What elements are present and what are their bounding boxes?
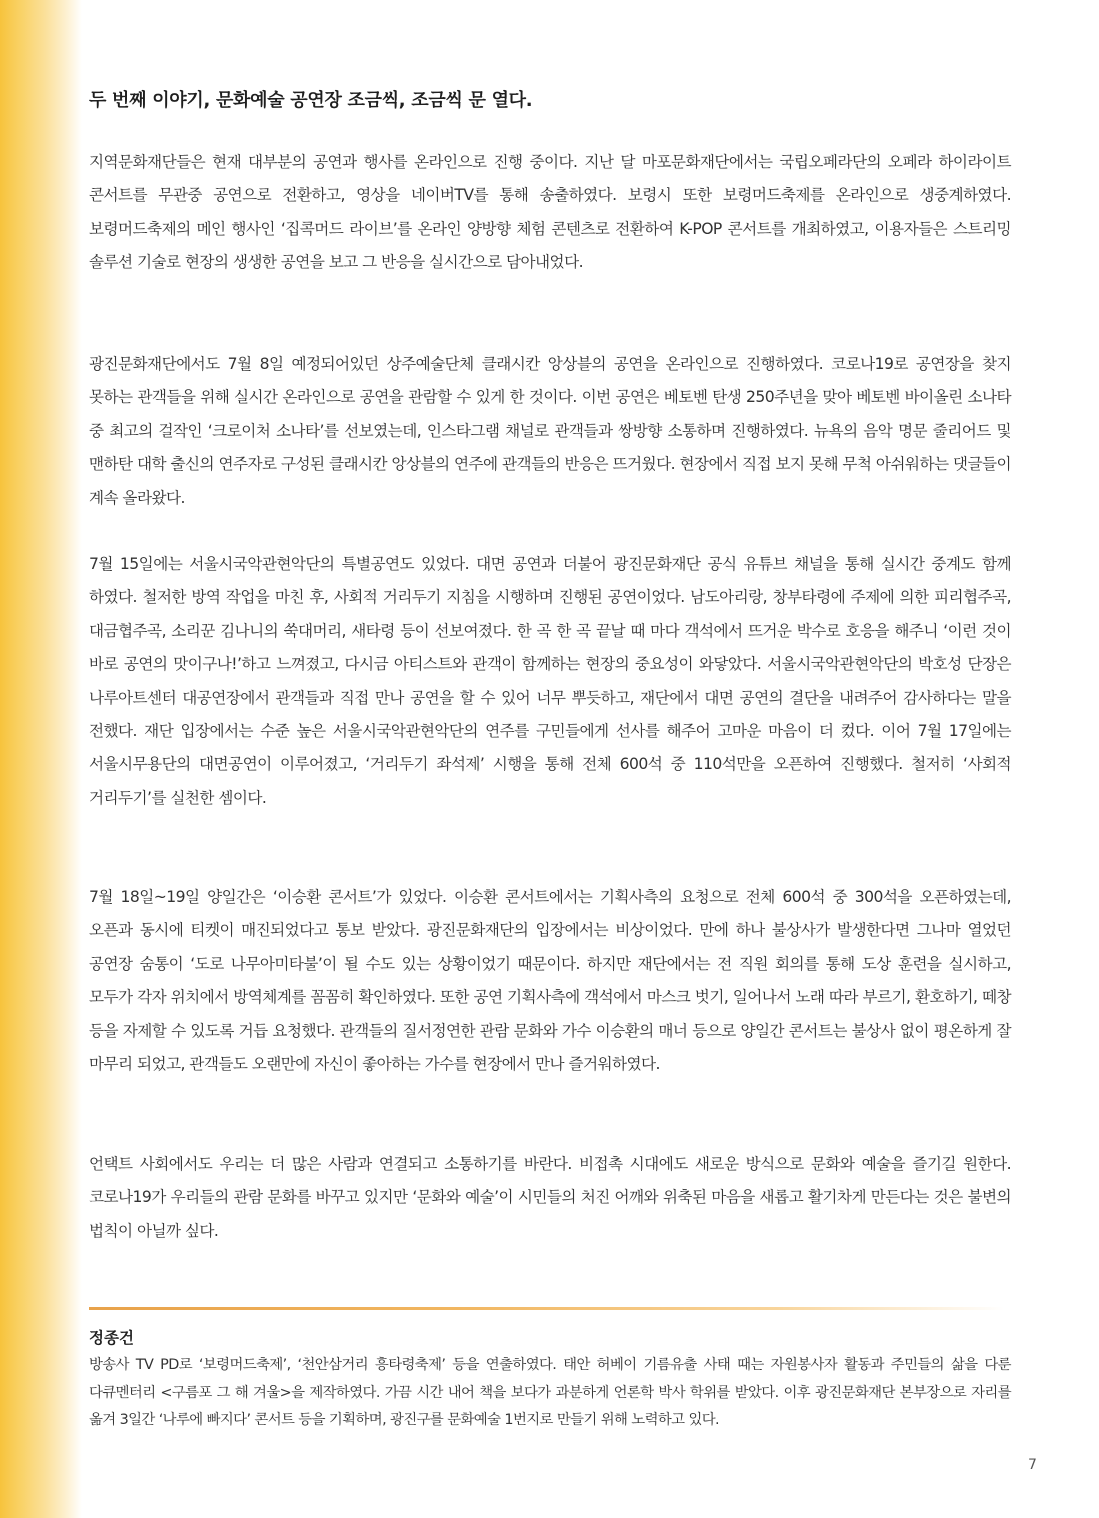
article-paragraph-2: 광진문화재단에서도 7월 8일 예정되어있던 상주예술단체 클래시칸 앙상블의 공연을 온라인으로 진행하였다. 코로나19로 공연장을 찾지 못하는 관객들을 위해 실시간 온라인으로 공연을 관람할 수 있게 한 것이다. 이번 공연은 베토벤 탄생 250주년을 맞아 베토벤 바이올린 소나타 중 최고의 걸작인 ‘크로이처 소나타’를 선보였는데, 인스타그램 채널로 관객들과 쌍방향 소통하며 진행하였다. 뉴욕의 음악 명문 줄리어드 및 맨하탄 대학 출신의 연주자로 구성된 클래시칸 앙상블의 연주에 관객들의 반응은 뜨거웠다. 현장에서 직접 보지 못해 무척 아쉬워하는 댓글들이 계속 올라왔다. (89, 355, 1011, 507)
section-title: 두 번째 이야기, 문화예술 공연장 조금씩, 조금씩 문 열다. (89, 90, 533, 111)
article-paragraph-3: 7월 15일에는 서울시국악관현악단의 특별공연도 있었다. 대면 공연과 더불어 광진문화재단 공식 유튜브 채널을 통해 실시간 중계도 함께 하였다. 철저한 방역 작업을 마친 후, 사회적 거리두기 지침을 시행하며 진행된 공연이었다. 남도아리랑, 창부타령에 주제에 의한 피리협주곡, 대금협주곡, 소리꾼 김나니의 쑥대머리, 새타령 등이 선보여졌다. 한 곡 한 곡 끝날 때 마다 객석에서 뜨거운 박수로 호응을 해주니 ‘이런 것이 바로 공연의 맛이구나!’하고 느껴졌고, 다시금 아티스트와 관객이 함께하는 현장의 중요성이 와닿았다. 서울시국악관현악단의 박호성 단장은 나루아트센터 대공연장에서 관객들과 직접 만나 공연을 할 수 있어 너무 뿌듯하고, 재단에서 대면 공연의 결단을 내려주어 감사하다는 말을 전했다. 재단 입장에서는 수준 높은 서울시국악관현악단의 연주를 구민들에게 선사를 해주어 고마운 마음이 더 컸다. 이어 7월 17일에는 서울시무용단의 대면공연이 이루어졌고, ‘거리두기 좌석제’ 시행을 통해 전체 600석 중 110석만을 오픈하여 진행했다. 철저히 ‘사회적 거리두기’를 실천한 셈이다. (89, 555, 1011, 807)
article-paragraph-4: 7월 18일~19일 양일간은 ‘이승환 콘서트’가 있었다. 이승환 콘서트에서는 기획사측의 요청으로 전체 600석 중 300석을 오픈하였는데, 오픈과 동시에 티켓이 매진되었다고 통보 받았다. 광진문화재단의 입장에서는 비상이었다. 만에 하나 불상사가 발생한다면 그나마 열었던 공연장 숨통이 ‘도로 나무아미타불’이 될 수도 있는 상황이었기 때문이다. 하지만 재단에서는 전 직원 회의를 통해 도상 훈련을 실시하고, 모두가 각자 위치에서 방역체계를 꼼꼼히 확인하였다. 또한 공연 기획사측에 객석에서 마스크 벗기, 일어나서 노래 따라 부르기, 환호하기, 떼창 등을 자제할 수 있도록 거듭 요청했다. 관객들의 질서정연한 관람 문화와 가수 이승환의 매너 등으로 양일간 콘서트는 불상사 없이 평온하게 잘 마무리 되었고, 관객들도 오랜만에 자신이 좋아하는 가수를 현장에서 만나 즐거워하였다. (89, 888, 1011, 1074)
author-divider (89, 1307, 1004, 1310)
article-paragraph-5: 언택트 사회에서도 우리는 더 많은 사람과 연결되고 소통하기를 바란다. 비접촉 시대에도 새로운 방식으로 문화와 예술을 즐기길 원한다. 코로나19가 우리들의 관람 문화를 바꾸고 있지만 ‘문화와 예술’이 시민들의 처진 어깨와 위축된 마음을 새롭고 활기차게 만든다는 것은 불변의 법칙이 아닐까 싶다. (89, 1155, 1011, 1240)
article-paragraph-1: 지역문화재단들은 현재 대부분의 공연과 행사를 온라인으로 진행 중이다. 지난 달 마포문화재단에서는 국립오페라단의 오페라 하이라이트 콘서트를 무관중 공연으로 전환하고, 영상을 네이버TV를 통해 송출하였다. 보령시 또한 보령머드축제를 온라인으로 생중계하였다. 보령머드축제의 메인 행사인 ‘집콕머드 라이브’를 온라인 양방향 체험 콘텐츠로 전환하여 K-POP 콘서트를 개최하였고, 이용자들은 스트리밍 솔루션 기술로 현장의 생생한 공연을 보고 그 반응을 실시간으로 담아내었다. (89, 153, 1011, 272)
page-number: 7 (1028, 1457, 1037, 1473)
decorative-side-band (0, 0, 82, 1518)
author-name: 정종건 (89, 1329, 134, 1347)
author-bio: 방송사 TV PD로 ‘보령머드축제’, ‘천안삼거리 흥타령축제’ 등을 연출하였다. 태안 허베이 기름유출 사태 때는 자원봉사자 활동과 주민들의 삶을 다룬 다큐멘터리 <구름포 그 해 겨울>을 제작하였다. 가끔 시간 내어 책을 보다가 과분하게 언론학 박사 학위를 받았다. 이후 광진문화재단 본부장으로 자리를 옮겨 3일간 ‘나루에 빠지다’ 콘서트 등을 기획하며, 광진구를 문화예술 1번지로 만들기 위해 노력하고 있다. (89, 1357, 1011, 1428)
